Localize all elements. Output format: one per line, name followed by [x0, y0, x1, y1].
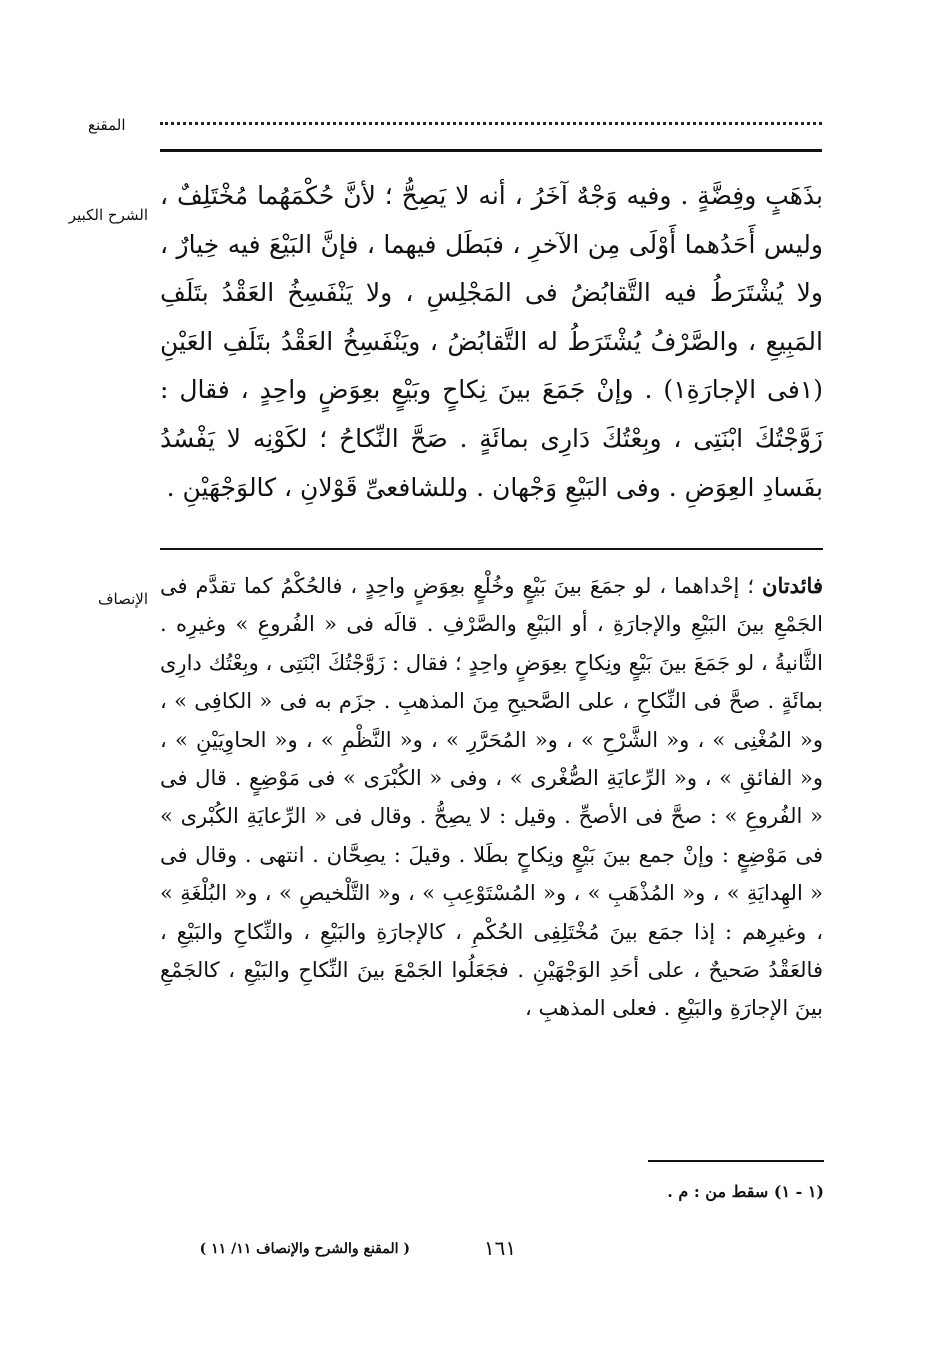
sharh-paragraph: بذَهَبٍ وفِضَّةٍ . وفيه وَجْهٌ آخَرُ ، أنه لا يَصِحُّ ؛ لأنَّ حُكْمَهُما مُخْتَلِفٌ ، وليس أَحَدُهما أَوْلَى مِن الآخرِ ، فبَطَل فيهما ، فإنَّ البَيْعَ فيه خِيارٌ ، ولا يُشْتَرَطُ فيه التَّقابُضُ فى المَجْلِسِ ، ولا يَنْفَسِخُ العَقْدُ بتَلَفِ المَبِيعِ ، والصَّرْفُ يُشْتَرَطُ له التَّقابُضُ ، ويَنْفَسِخُ العَقْدُ بتَلَفِ العَيْنِ (١فى الإجارَةِ١) . وإنْ جَمَعَ بينَ نِكاحٍ وبَيْعٍ بعِوَضٍ واحِدٍ ، فقال : زَوَّجْتُكَ ابْنَتِى ، وبِعْتُكَ دَارِى بمائَةٍ . صَحَّ النِّكاحُ ؛ لكَوْنِه لا يَفْسُدُ بفَسادِ العِوَضِ . وفى البَيْعِ وَجْهان . وللشافعىِّ قَوْلانِ ، كالوَجْهَيْنِ .	[160, 181, 824, 502]
insaf-body: ؛ إحْداهما ، لو جمَعَ بينَ بَيْعٍ وخُلْعٍ بعِوَضٍ واحِدٍ ، فالحُكْمُ كما تقدَّم فى الجَمْعِ بينَ البَيْعِ والإجارَةِ ، أو البَيْعِ والصَّرْفِ . قالَه فى « الفُروعِ » وغيرِه . الثَّانيةُ ، لو جَمَعَ بينَ بَيْعٍ ونِكاحٍ بعِوَضٍ واحِدٍ ؛ فقال : زَوَّجْتُكَ ابْنَتِى ، وبِعْتُك دارِى بمائَةٍ . صحَّ فى النِّكاحِ ، على الصَّحيحِ مِنَ المذهبِ . جزَم به فى « الكافِى » ، و« المُغْنِى » ، و« الشَّرْحِ » ، و« المُحَرَّرِ » ، و« النَّظْمِ » ، و« الحاوِيَيْنِ » ، و« الفائقِ » ، و« الرِّعايَةِ الصُّغْرى » ، وفى « الكُبْرَى » فى مَوْضِعٍ . قال فى « الفُروعِ » : صحَّ فى الأصحِّ . وقيل : لا يصِحُّ . وقال فى « الرِّعايَةِ الكُبْرى » فى مَوْضِعٍ : وإنْ جمع بينَ بَيْعٍ ونِكاحٍ بطَلا . وقيلَ : يصِحَّان . انتهى . وقال فى « الهِدايَةِ » ، و« المُذْهَبِ » ، و« المُسْتَوْعِبِ » ، و« التَّلْخيصِ » ، و« البُلْغَةِ » ، وغيرِهم : إذا جمَع بينَ مُخْتَلِفِى الحُكْمِ ، كالإجارَةِ والبَيْعِ ، والنِّكاحِ والبَيْعِ ، فالعَقْدُ صَحيحٌ ، على أحَدِ الوَجْهَيْنِ . فجَعَلُوا الجَمْعَ بينَ النِّكاحِ والبَيْعِ ، كالجَمْعِ بينَ الإجارَةِ والبَيْعِ . فعلى المذهبِ ،	[160, 574, 823, 1021]
running-header-title: المقنع	[88, 116, 126, 134]
header-rule	[160, 149, 822, 152]
book-reference: ( المقنع والشرح والإنصاف ١١/ ١١ )	[199, 1241, 410, 1257]
insaf-margin-label: الإنصاف	[97, 590, 148, 608]
page-number: ١٦١	[483, 1236, 517, 1260]
insaf-lead-word: فائدتان	[762, 573, 823, 598]
sharh-text-block	[160, 172, 823, 512]
footnote: (١ - ١) سقط من : م .	[667, 1182, 824, 1201]
footnote-rule	[648, 1160, 824, 1162]
sharh-margin-label: الشرح الكبير	[68, 206, 148, 224]
insaf-text-block	[160, 567, 823, 1028]
section-divider	[160, 548, 823, 550]
header-dotted-leader	[160, 112, 822, 125]
insaf-paragraph	[160, 567, 823, 1028]
